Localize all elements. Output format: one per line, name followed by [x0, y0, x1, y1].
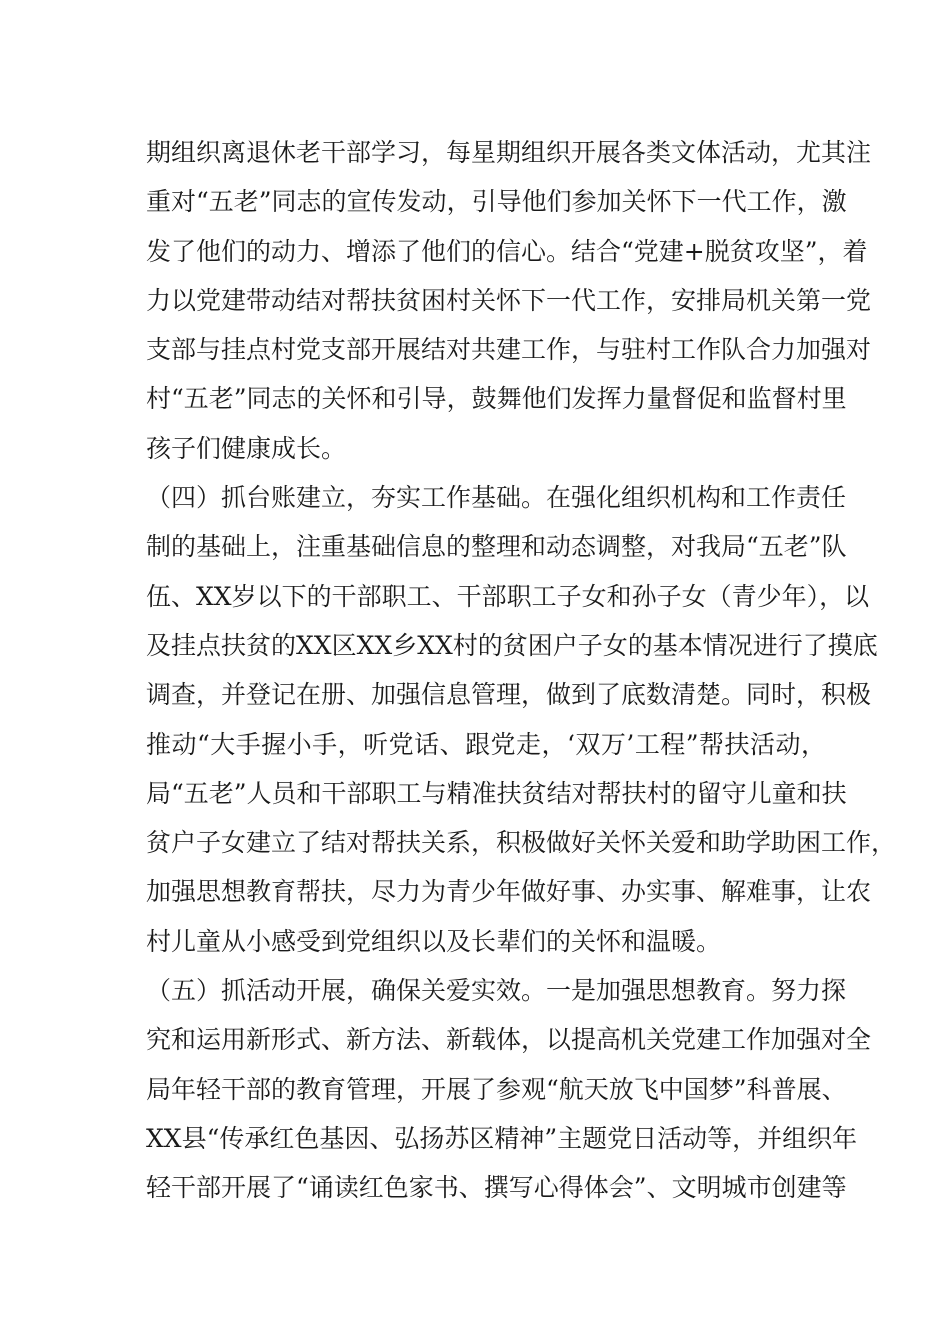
text-line: 制的基础上，注重基础信息的整理和动态调整，对我局“五老”队 — [146, 532, 847, 562]
text-line: 村“五老”同志的关怀和引导，鼓舞他们发挥力量督促和监督村里 — [146, 384, 847, 414]
text-line: 加强思想教育帮扶，尽力为青少年做好事、办实事、解难事，让农 — [146, 877, 872, 907]
paragraph-heading-line: （五）抓活动开展，确保关爱实效。一是加强思想教育。努力探 — [146, 976, 847, 1006]
text-line: 局“五老”人员和干部职工与精准扶贫结对帮扶村的留守儿童和扶 — [146, 778, 847, 808]
text-line: 力以党建带动结对帮扶贫困村关怀下一代工作，安排局机关第一党 — [146, 285, 872, 315]
text-line: 究和运用新形式、新方法、新载体，以提高机关党建工作加强对全 — [146, 1025, 872, 1055]
text-line: 轻干部开展了“诵读红色家书、撰写心得体会”、文明城市创建等 — [146, 1173, 847, 1203]
text-line: XX县“传承红色基因、弘扬苏区精神”主题党日活动等，并组织年 — [146, 1123, 858, 1153]
text-line: 伍、XX岁以下的干部职工、干部职工子女和孙子女（青少年），以 — [146, 581, 870, 611]
text-line: 孩子们健康成长。 — [146, 433, 347, 463]
text-line: 期组织离退休老干部学习，每星期组织开展各类文体活动，尤其注 — [146, 138, 872, 167]
text-line: 及挂点扶贫的XX区XX乡XX村的贫困户子女的基本情况进行了摸底 — [146, 630, 878, 660]
text-line: 支部与挂点村党支部开展结对共建工作，与驻村工作队合力加强对 — [146, 335, 872, 365]
text-line: 村儿童从小感受到党组织以及长辈们的关怀和温暖。 — [146, 926, 722, 956]
text-line: 重对“五老”同志的宣传发动，引导他们参加关怀下一代工作，激 — [146, 187, 847, 217]
text-line: 局年轻干部的教育管理，开展了参观“航天放飞中国梦”科普展、 — [146, 1074, 847, 1104]
text-line: 调查，并登记在册、加强信息管理，做到了底数清楚。同时，积极 — [146, 680, 872, 710]
text-line: 推动“大手握小手，听党话、跟党走，‘双万’工程”帮扶活动， — [146, 729, 826, 759]
body-text — [146, 128, 897, 1213]
text-line: 贫户子女建立了结对帮扶关系，积极做好关怀关爱和助学助困工作， — [146, 828, 897, 858]
paragraph-heading-line: （四）抓台账建立，夯实工作基础。在强化组织机构和工作责任 — [146, 483, 847, 513]
text-line: 发了他们的动力、增添了他们的信心。结合“党建+脱贫攻坚”，着 — [146, 236, 868, 266]
